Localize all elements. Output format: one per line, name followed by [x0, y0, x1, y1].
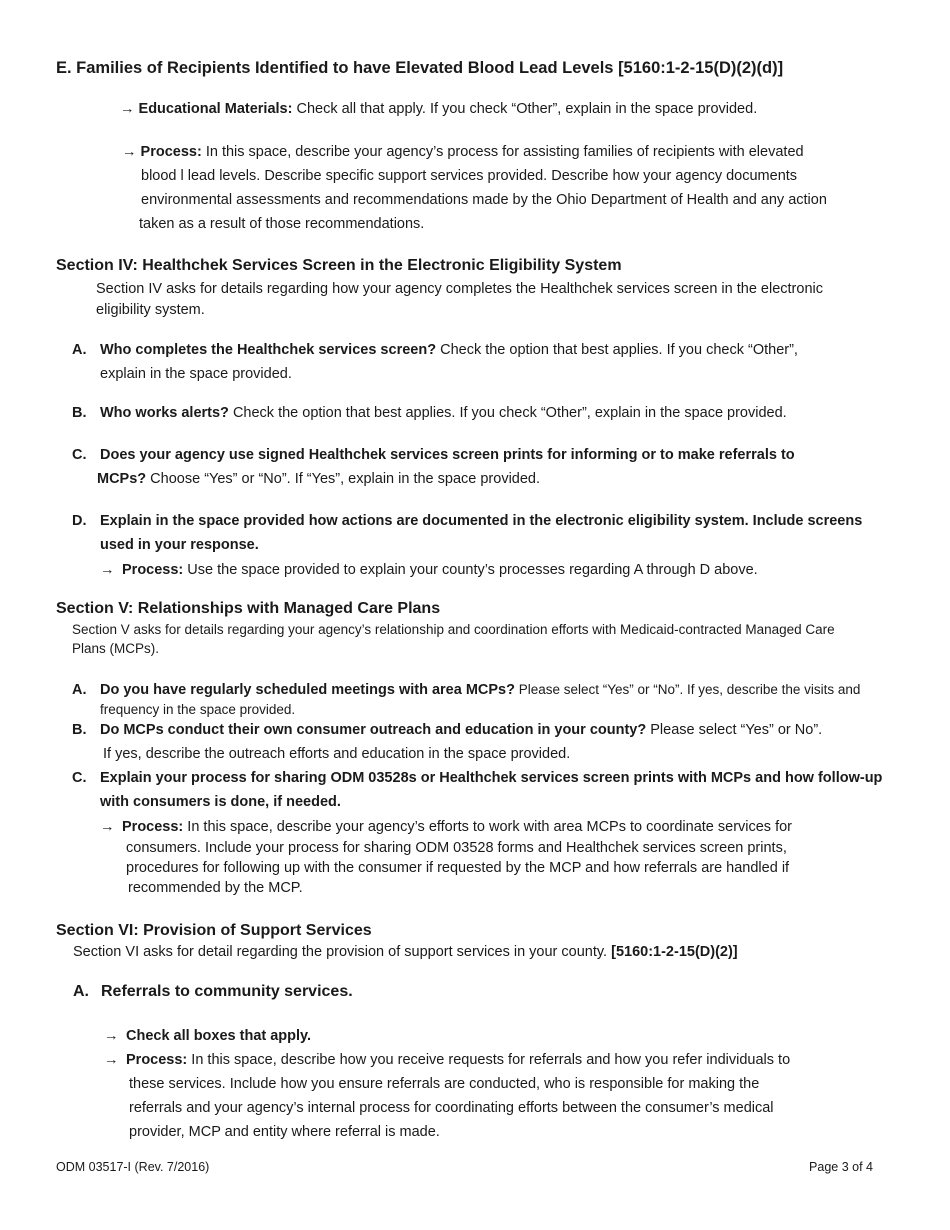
- section-v-item-b: [72, 718, 822, 742]
- item-question: Who completes the Healthchek services screen?: [100, 342, 437, 358]
- item-question: Referrals to community services.: [101, 983, 353, 1000]
- footer-page-number: Page 3 of 4: [809, 1160, 873, 1174]
- section-vi-label: Section VI: [56, 922, 134, 939]
- section-iv-label: Section IV: [56, 257, 133, 274]
- item-marker: D.: [72, 513, 87, 529]
- section-iv-item-a: [72, 338, 798, 362]
- item-question: Does your agency use signed Healthchek services screen prints for informing or to make referrals to: [100, 447, 795, 463]
- section-vi-intro-ref: [5160:1-2-15(D)(2)]: [611, 944, 738, 960]
- item-marker: A.: [72, 682, 87, 698]
- arrow-icon: →: [100, 562, 115, 578]
- item-question: Explain your process for sharing ODM 03528s or Healthchek services screen prints with MCPs and how follow-up: [100, 770, 883, 786]
- item-question: MCPs?: [97, 471, 147, 487]
- section-v-process-line4: recommended by the MCP.: [128, 880, 303, 896]
- section-e-process-line4: taken as a result of those recommendations.: [139, 216, 425, 232]
- arrow-icon: →: [100, 819, 115, 835]
- item-question: Do MCPs conduct their own consumer outreach and education in your county?: [100, 722, 647, 738]
- section-vi-title: : Provision of Support Services: [133, 922, 372, 939]
- section-iv-process: [100, 558, 758, 582]
- item-marker: B.: [72, 722, 87, 738]
- section-iv-item-c-line2: [97, 467, 540, 491]
- arrow-icon: →: [122, 144, 137, 160]
- item-marker: A.: [72, 342, 87, 358]
- section-vi-intro: [73, 940, 738, 964]
- process-label: Process:: [126, 1052, 188, 1068]
- section-vi-intro-text: Section VI asks for detail regarding the provision of support services in your county.: [73, 944, 612, 960]
- section-iv-item-d: [72, 509, 862, 533]
- item-text: Choose “Yes” or “No”. If “Yes”, explain in the space provided.: [146, 471, 541, 487]
- process-label: Process:: [122, 819, 184, 835]
- edu-text: Check all that apply. If you check “Other”, explain in the space provided.: [292, 101, 758, 117]
- section-v-title: : Relationships with Managed Care Plans: [128, 600, 441, 617]
- section-iv-title: : Healthchek Services Screen in the Electronic Eligibility System: [132, 257, 622, 274]
- section-iv-intro2: eligibility system.: [96, 302, 205, 318]
- check-all-label: Check all boxes that apply.: [126, 1028, 312, 1044]
- section-e-process-line3: environmental assessments and recommendations made by the Ohio Department of Health and any action: [141, 192, 827, 208]
- process-label: Process:: [122, 562, 184, 578]
- section-v-item-a-line2: frequency in the space provided.: [100, 702, 296, 717]
- section-v-label: Section V: [56, 600, 129, 617]
- edu-label: Educational Materials:: [138, 101, 293, 117]
- section-v-item-a: [72, 678, 860, 702]
- section-iv-heading: [56, 254, 622, 278]
- section-iv-intro1: Section IV asks for details regarding how your agency completes the Healthchek services screen in the electronic: [96, 281, 823, 297]
- section-v-item-c: [72, 766, 882, 790]
- section-iv-item-a-line2: explain in the space provided.: [100, 366, 292, 382]
- section-e-heading: E. Families of Recipients Identified to have Elevated Blood Lead Levels [5160:1-2-15(D)(2)(d)]: [56, 59, 784, 77]
- item-question: Do you have regularly scheduled meetings with area MCPs?: [100, 682, 515, 698]
- section-iv-item-c: [72, 443, 795, 467]
- edu-materials-line: [120, 97, 757, 121]
- section-iv-item-b: [72, 401, 787, 425]
- item-marker: C.: [72, 447, 87, 463]
- item-text: Check the option that best applies. If you check “Other”, explain in the space provided.: [228, 405, 787, 421]
- item-question: Explain in the space provided how actions are documented in the electronic eligibility system. Include screens: [100, 513, 863, 529]
- section-v-item-b-line2: If yes, describe the outreach efforts and education in the space provided.: [103, 746, 571, 762]
- process-label: Process:: [140, 144, 202, 160]
- section-v-process-line3: procedures for following up with the consumer if requested by the MCP and how referrals are handled if: [126, 860, 790, 876]
- process-text: In this space, describe how you receive requests for referrals and how you refer individuals to: [187, 1052, 791, 1068]
- section-vi-process-line2: these services. Include how you ensure referrals are conducted, who is responsible for making the: [129, 1076, 760, 1092]
- section-v-heading: [56, 597, 440, 621]
- arrow-icon: →: [104, 1052, 119, 1068]
- section-vi-process-line3: referrals and your agency’s internal process for coordinating efforts between the consumer’s medical: [129, 1100, 774, 1116]
- section-e-process-line1: [122, 140, 804, 164]
- section-v-item-c-line2: with consumers is done, if needed.: [100, 794, 341, 810]
- item-marker: C.: [72, 770, 87, 786]
- section-vi-check-all: [104, 1024, 311, 1048]
- item-question: Who works alerts?: [100, 405, 229, 421]
- arrow-icon: →: [104, 1028, 119, 1044]
- section-v-intro2: Plans (MCPs).: [72, 641, 160, 656]
- section-e-process-line2: blood l lead levels. Describe specific support services provided. Describe how your agency documents: [141, 168, 798, 184]
- process-text: In this space, describe your agency’s efforts to work with area MCPs to coordinate services for: [183, 819, 793, 835]
- process-text: Use the space provided to explain your county’s processes regarding A through D above.: [183, 562, 758, 578]
- section-vi-process-line1: [104, 1048, 790, 1072]
- arrow-icon: →: [120, 101, 135, 117]
- item-marker: B.: [72, 405, 87, 421]
- item-text: Please select “Yes” or “No”. If yes, describe the visits and: [514, 682, 861, 697]
- item-text: Check the option that best applies. If you check “Other”,: [436, 342, 798, 358]
- item-marker: A.: [73, 983, 89, 1000]
- process-text: In this space, describe your agency’s process for assisting families of recipients with elevated: [201, 144, 804, 160]
- footer-form-id: ODM 03517-I (Rev. 7/2016): [56, 1160, 210, 1174]
- section-v-intro1: Section V asks for details regarding your agency’s relationship and coordination efforts with Medicaid-contracted Managed Care: [72, 622, 835, 637]
- item-text: Please select “Yes” or No”.: [646, 722, 823, 738]
- section-iv-item-d-line2: used in your response.: [100, 537, 259, 553]
- section-vi-process-line4: provider, MCP and entity where referral is made.: [129, 1124, 440, 1140]
- section-vi-item-a: [73, 980, 353, 1004]
- section-v-process-line2: consumers. Include your process for sharing ODM 03528 forms and Healthchek services screen prints,: [126, 840, 787, 856]
